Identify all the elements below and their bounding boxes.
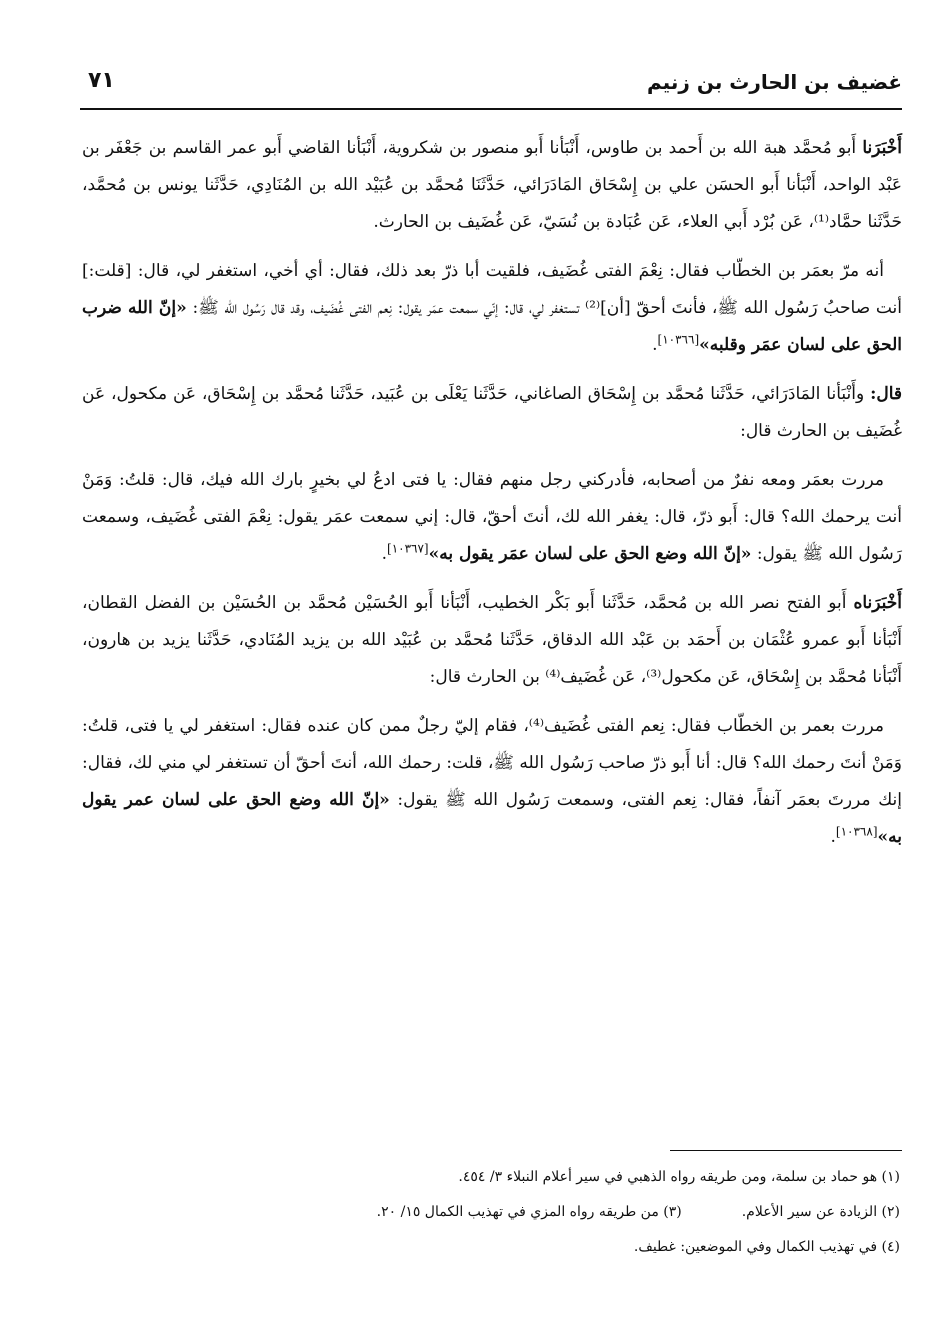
paragraph-2-text: أنه مرّ بعمَر بن الخطّاب فقال: نِعْمَ الفتى غُضَيف، فلقيت أبا ذرّ بعد ذلك، فقال: أي أخي، استغفر لي، قال: [قلت:] أنت صاحبُ رَسُول الله ﷺ، فأنتَ أحقّ [أن]⁽²⁾ تستغفر لي، قال: إنّي سمعت عمَر يقول: نِعم الفتى غُضَيف، وقد قال رَسُول الله ﷺ:: [82, 261, 902, 318]
paragraph-2-hadith: «إنّ الله ضرب الحق على لسان عمَر وقلبه»: [82, 298, 902, 355]
paragraph-4-ref: [١٠٣٦٧]: [387, 541, 429, 556]
paragraph-6-hadith: «إنّ الله وضع الحق على لسان عمر يقول به»: [82, 790, 902, 847]
paragraph-2-ref: [١٠٣٦٦]: [657, 332, 700, 347]
paragraph-5: [82, 585, 902, 696]
footnote-1: (١) هو حماد بن سلمة، ومن طريقه رواه الذهبي في سير أعلام النبلاء ٣/ ٤٥٤.: [458, 1169, 900, 1185]
paragraph-6-ref: [١٠٣٦٨]: [835, 824, 878, 839]
main-text: [82, 130, 902, 868]
running-title: غضيف بن الحارث بن زنيم: [647, 70, 902, 94]
paragraph-3-text: وأَنْبَأنا المَادَرَائي، حَدَّثَنا مُحمَّد بن إِسْحَاق الصاغاني، حَدَّثَنا يَعْلَى بن عُبَيد، حَدَّثَنا مُحمَّد بن إِسْحَاق، عَن مكحول، عَن غُضَيف بن الحارث قال:: [82, 384, 902, 441]
footnotes: [100, 1160, 900, 1265]
footnote-4: (٤) في تهذيب الكمال وفي الموضعين: غطيف.: [633, 1239, 900, 1255]
paragraph-6-end: .: [830, 827, 836, 847]
paragraph-2-end: .: [652, 335, 658, 355]
footnote-3: (٣) من طريقه رواه المزي في تهذيب الكمال ١٥/ ٢٠.: [376, 1204, 682, 1220]
footnote-row-2-3: [100, 1195, 900, 1230]
paragraph-1: [82, 130, 902, 241]
paragraph-6: [82, 708, 902, 856]
paragraph-3: [82, 376, 902, 450]
paragraph-4: [82, 462, 902, 573]
paragraph-6-text: مررت بعمر بن الخطّاب فقال: نِعم الفتى غُضَيف⁽⁴⁾، فقام إليّ رجلٌ ممن كان عنده فقال: استغفر لي يا فتى، قلتُ: وَمَنْ أنتَ رحمك الله؟ قال: أنا أَبو ذرّ صاحب رَسُول الله ﷺ، قلت: رحمك الله، أنتَ أحقّ أن تستغفر لي مني لك، فقال: إنك مررتَ بعمَر آنفاً، فقال: نِعم الفتى، وسمعت رَسُول الله ﷺ يقول:: [82, 716, 902, 810]
paragraph-5-text: أَبو الفتح نصر الله بن مُحمَّد، حَدَّثَنا أَبو بَكْر الخطيب، أَنْبَأنا أَبو الحُسَيْن مُحمَّد بن الحُسَيْن بن الفضل القطان، أَنْبَأنا أَبو عمرو عُثْمَان بن أَحمَد بن عَبْد الله الدقاق، حَدَّثَنا مُحمَّد بن عُبَيْد الله بن يزيد المُنَادي، حَدَّثَنا يزيد بن هارون، أَنْبَأنا مُحمَّد بن إِسْحَاق، عَن مكحول⁽³⁾، عَن غُضَيف⁽⁴⁾ بن الحارث قال:: [82, 593, 902, 687]
footnote-rule: [670, 1150, 902, 1151]
paragraph-5-lead: أَخْبَرَناه: [853, 593, 902, 613]
header-rule: [80, 108, 902, 110]
paragraph-2: [82, 253, 902, 364]
page-number: ٧١: [88, 68, 115, 93]
paragraph-3-lead: قال:: [870, 384, 902, 404]
paragraph-4-text: مررت بعمَر ومعه نفرٌ من أصحابه، فأدركني رجل منهم فقال: يا فتى ادعُ لي بخيرٍ بارك الله فيك، قال: قلتُ: وَمَنْ أنت يرحمك الله؟ قال: أَبو ذرّ، قال: يغفر الله لك، أنتَ أحقّ، قال: إني سمعت عمَر يقول: نِعْمَ الفتى غُضَيف، وسمعت رَسُول الله ﷺ يقول:: [82, 470, 902, 564]
paragraph-4-hadith: «إنّ الله وضع الحق على لسان عمَر يقول به»: [428, 544, 752, 564]
footnote-2: (٢) الزيادة عن سير الأعلام.: [741, 1204, 900, 1220]
page-header: [80, 64, 902, 104]
paragraph-1-text: أَبو مُحمَّد هبة الله بن أَحمد بن طاوس، أَنْبَأنا أَبو منصور بن شكروية، أَنْبَأنا القاضي أَبو عمر القاسم بن جَعْفَر بن عَبْد الواحد، أَنْبَأنا أَبو الحسَن علي بن إِسْحَاق المَادَرَائي، حَدَّثَنَا مُحمَّد بن عُبَيْد الله بن المُنَادِي، حَدَّثَنا يونس بن مُحمَّد، حَدَّثَنا حمَّاد⁽¹⁾، عَن بُرْد أَبي العلاء، عَن عُبَادة بن نُسَيّ، عَن غُضَيف بن الحارث.: [82, 138, 902, 232]
paragraph-1-lead: أَخْبَرَنا: [862, 138, 902, 158]
paragraph-4-end: .: [381, 544, 387, 564]
